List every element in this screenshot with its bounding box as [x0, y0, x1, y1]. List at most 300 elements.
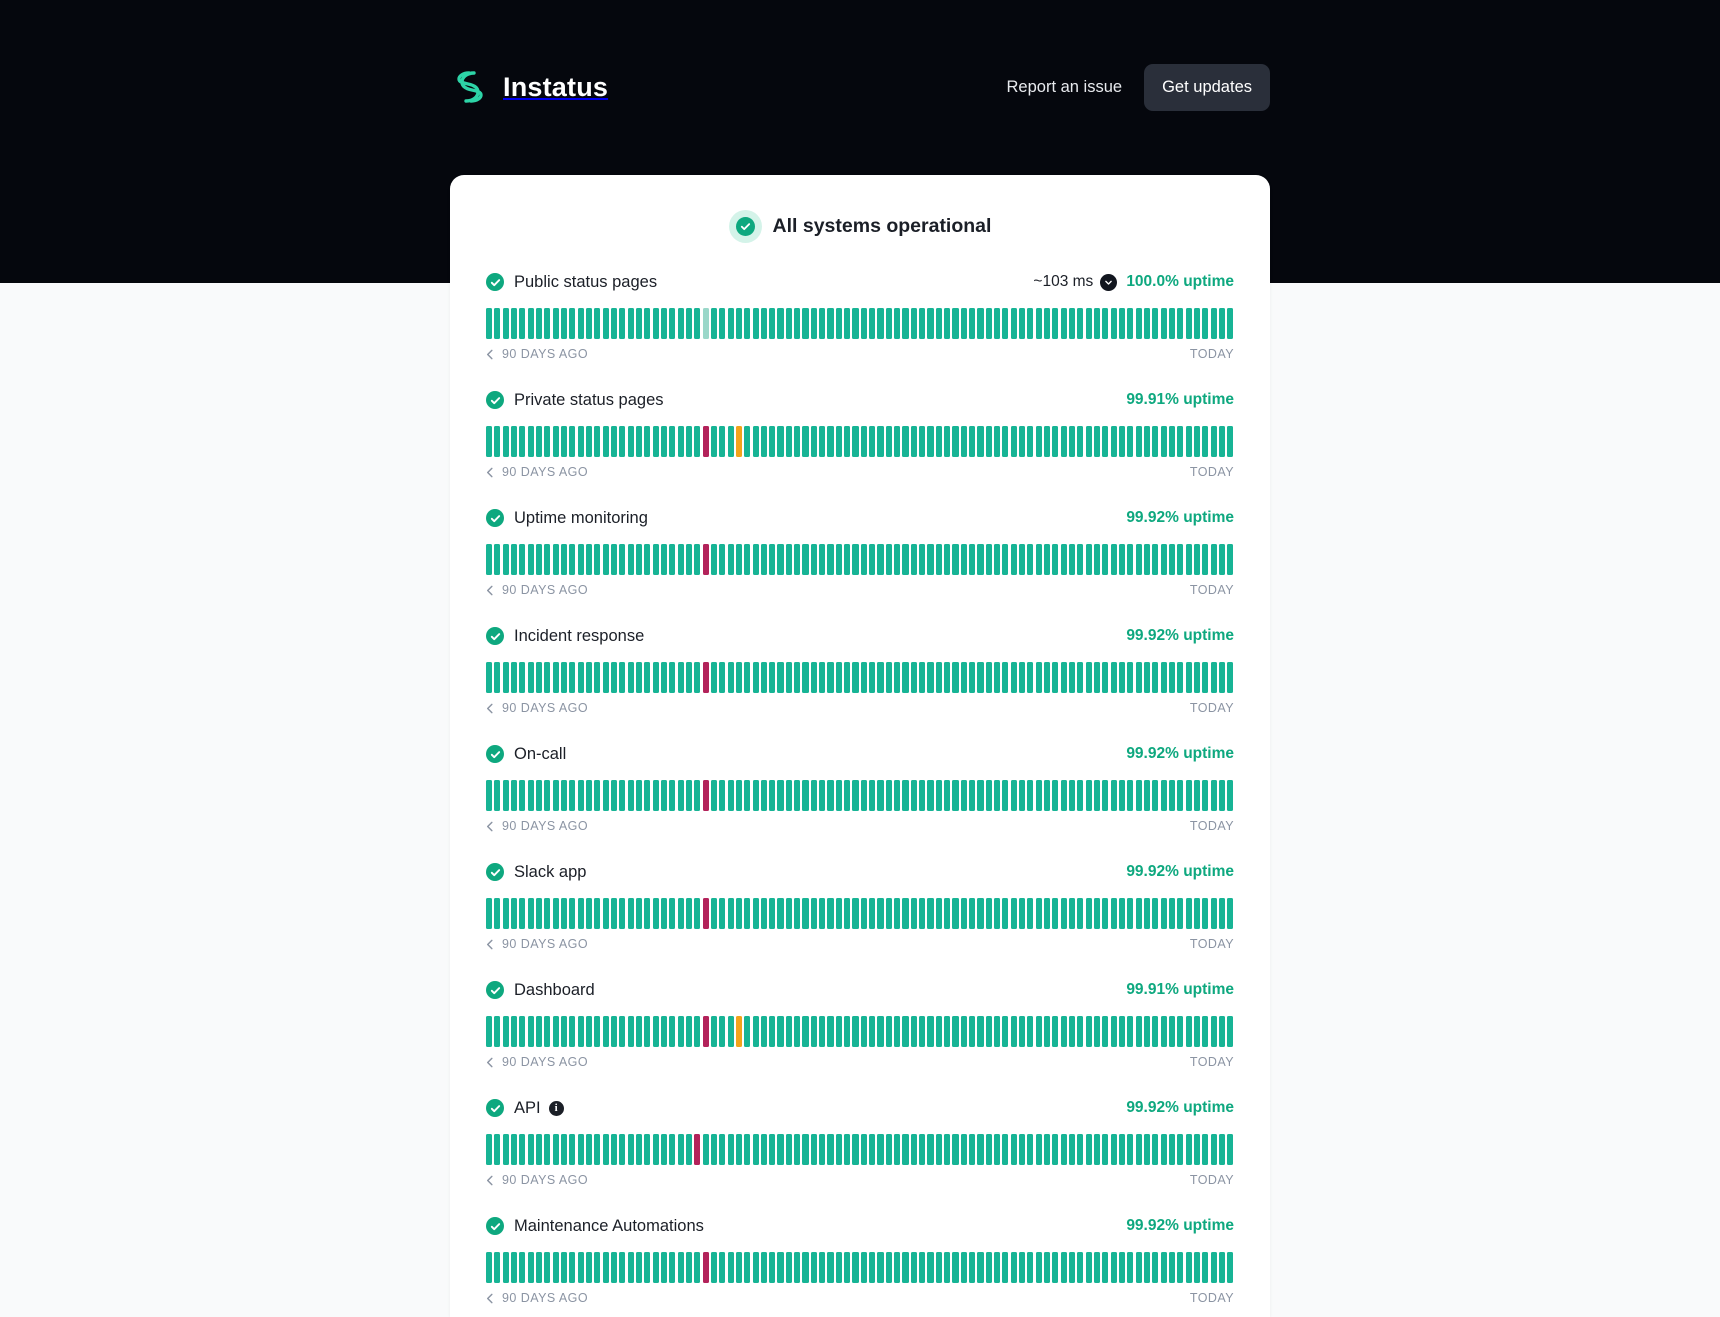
uptime-bar[interactable]	[836, 662, 842, 693]
uptime-bar[interactable]	[877, 1134, 883, 1165]
uptime-bar[interactable]	[986, 898, 992, 929]
uptime-bar[interactable]	[694, 1016, 700, 1047]
uptime-bar[interactable]	[494, 780, 500, 811]
uptime-bar[interactable]	[1202, 1016, 1208, 1047]
uptime-bar[interactable]	[1052, 308, 1058, 339]
uptime-bar[interactable]	[1069, 308, 1075, 339]
uptime-bar[interactable]	[1194, 1016, 1200, 1047]
uptime-bar[interactable]	[1211, 780, 1217, 811]
uptime-bar[interactable]	[861, 898, 867, 929]
uptime-bar[interactable]	[503, 1016, 509, 1047]
uptime-bar[interactable]	[1002, 544, 1008, 575]
uptime-bar[interactable]	[936, 544, 942, 575]
uptime-bar[interactable]	[686, 544, 692, 575]
uptime-bar[interactable]	[761, 1252, 767, 1283]
uptime-bar[interactable]	[1211, 662, 1217, 693]
uptime-bar[interactable]	[986, 1252, 992, 1283]
uptime-bar[interactable]	[961, 1252, 967, 1283]
uptime-bar[interactable]	[628, 662, 634, 693]
uptime-bar[interactable]	[802, 898, 808, 929]
uptime-bar[interactable]	[1127, 780, 1133, 811]
uptime-bar[interactable]	[802, 1016, 808, 1047]
uptime-bar[interactable]	[753, 1252, 759, 1283]
uptime-bar[interactable]	[844, 308, 850, 339]
uptime-bar[interactable]	[1169, 426, 1175, 457]
uptime-bar[interactable]	[869, 426, 875, 457]
uptime-bar[interactable]	[1102, 308, 1108, 339]
uptime-bar[interactable]	[844, 898, 850, 929]
uptime-bar[interactable]	[653, 426, 659, 457]
uptime-bar[interactable]	[769, 780, 775, 811]
uptime-bar[interactable]	[936, 308, 942, 339]
uptime-bar[interactable]	[519, 780, 525, 811]
uptime-bar[interactable]	[761, 780, 767, 811]
uptime-bar[interactable]	[694, 426, 700, 457]
uptime-bar[interactable]	[669, 544, 675, 575]
uptime-bar[interactable]	[711, 1134, 717, 1165]
uptime-bar[interactable]	[553, 898, 559, 929]
uptime-bar[interactable]	[528, 308, 534, 339]
uptime-bar[interactable]	[644, 662, 650, 693]
uptime-bar[interactable]	[511, 1252, 517, 1283]
uptime-bar[interactable]	[1111, 898, 1117, 929]
uptime-bar[interactable]	[619, 308, 625, 339]
uptime-bar[interactable]	[1144, 898, 1150, 929]
uptime-bar[interactable]	[827, 898, 833, 929]
uptime-bar[interactable]	[1077, 1016, 1083, 1047]
uptime-bar[interactable]	[919, 1252, 925, 1283]
uptime-bar[interactable]	[1052, 898, 1058, 929]
uptime-bar[interactable]	[1069, 1252, 1075, 1283]
uptime-bar[interactable]	[1186, 662, 1192, 693]
uptime-bar[interactable]	[1152, 308, 1158, 339]
uptime-bar[interactable]	[1144, 780, 1150, 811]
uptime-bar[interactable]	[628, 1252, 634, 1283]
uptime-bar[interactable]	[761, 544, 767, 575]
uptime-bar[interactable]	[986, 308, 992, 339]
uptime-bar[interactable]	[811, 898, 817, 929]
uptime-bar[interactable]	[869, 1016, 875, 1047]
uptime-bar[interactable]	[1219, 1134, 1225, 1165]
uptime-bar[interactable]	[894, 426, 900, 457]
brand-home-link[interactable]	[450, 67, 608, 107]
uptime-bar[interactable]	[678, 1134, 684, 1165]
legend-start[interactable]	[486, 1173, 588, 1187]
uptime-bar[interactable]	[877, 308, 883, 339]
legend-start[interactable]	[486, 701, 588, 715]
uptime-bar[interactable]	[952, 780, 958, 811]
uptime-bar[interactable]	[753, 1016, 759, 1047]
uptime-bar[interactable]	[644, 1252, 650, 1283]
uptime-bar[interactable]	[669, 780, 675, 811]
uptime-bar[interactable]	[1202, 426, 1208, 457]
uptime-bar[interactable]	[553, 662, 559, 693]
uptime-bar[interactable]	[1086, 544, 1092, 575]
uptime-bar[interactable]	[777, 426, 783, 457]
uptime-bar[interactable]	[1161, 544, 1167, 575]
uptime-bar[interactable]	[594, 308, 600, 339]
uptime-bar[interactable]	[952, 1252, 958, 1283]
uptime-bar[interactable]	[644, 898, 650, 929]
uptime-bar[interactable]	[777, 662, 783, 693]
uptime-bar[interactable]	[1202, 544, 1208, 575]
uptime-bar[interactable]	[777, 544, 783, 575]
uptime-bar[interactable]	[761, 1134, 767, 1165]
uptime-bar[interactable]	[769, 662, 775, 693]
uptime-bar[interactable]	[678, 426, 684, 457]
uptime-bar[interactable]	[911, 898, 917, 929]
uptime-bar[interactable]	[936, 780, 942, 811]
uptime-bar[interactable]	[1211, 1252, 1217, 1283]
uptime-bar[interactable]	[519, 1134, 525, 1165]
uptime-bar[interactable]	[952, 1016, 958, 1047]
uptime-bar[interactable]	[994, 1252, 1000, 1283]
uptime-bar[interactable]	[1177, 1252, 1183, 1283]
uptime-bar[interactable]	[694, 1252, 700, 1283]
uptime-bar[interactable]	[994, 1134, 1000, 1165]
uptime-bar[interactable]	[794, 780, 800, 811]
uptime-bar[interactable]	[569, 780, 575, 811]
uptime-bar[interactable]	[1061, 780, 1067, 811]
uptime-bar[interactable]	[919, 898, 925, 929]
uptime-bar[interactable]	[569, 662, 575, 693]
uptime-bar[interactable]	[1086, 662, 1092, 693]
uptime-bar[interactable]	[952, 426, 958, 457]
uptime-bar[interactable]	[561, 662, 567, 693]
uptime-bar[interactable]	[919, 1134, 925, 1165]
uptime-bar[interactable]	[977, 308, 983, 339]
uptime-bar[interactable]	[927, 426, 933, 457]
uptime-bar[interactable]	[1161, 898, 1167, 929]
uptime-bar[interactable]	[636, 1016, 642, 1047]
uptime-bar[interactable]	[844, 780, 850, 811]
uptime-bar[interactable]	[1194, 426, 1200, 457]
uptime-bar[interactable]	[819, 1134, 825, 1165]
uptime-bar[interactable]	[494, 1016, 500, 1047]
uptime-bar[interactable]	[586, 898, 592, 929]
uptime-bar[interactable]	[1086, 1252, 1092, 1283]
uptime-bar[interactable]	[519, 1252, 525, 1283]
uptime-bar[interactable]	[1111, 1016, 1117, 1047]
uptime-bar[interactable]	[1119, 308, 1125, 339]
uptime-bar[interactable]	[653, 1252, 659, 1283]
uptime-bar[interactable]	[944, 1134, 950, 1165]
uptime-bar[interactable]	[819, 1016, 825, 1047]
uptime-bar[interactable]	[1169, 308, 1175, 339]
uptime-bar[interactable]	[711, 1252, 717, 1283]
uptime-bar[interactable]	[844, 1016, 850, 1047]
uptime-bar[interactable]	[1127, 1252, 1133, 1283]
uptime-bar[interactable]	[886, 1016, 892, 1047]
uptime-bar[interactable]	[1227, 1016, 1233, 1047]
uptime-bar[interactable]	[511, 544, 517, 575]
uptime-bar[interactable]	[661, 780, 667, 811]
uptime-bar[interactable]	[1069, 662, 1075, 693]
uptime-bar[interactable]	[1211, 1016, 1217, 1047]
uptime-bar[interactable]	[678, 308, 684, 339]
uptime-bar[interactable]	[1169, 1252, 1175, 1283]
uptime-bar[interactable]	[486, 1134, 492, 1165]
uptime-bar[interactable]	[586, 1252, 592, 1283]
uptime-bar[interactable]	[1186, 426, 1192, 457]
uptime-bar[interactable]	[536, 1016, 542, 1047]
uptime-bar[interactable]	[1177, 426, 1183, 457]
uptime-bar[interactable]	[802, 308, 808, 339]
uptime-bar[interactable]	[1186, 1016, 1192, 1047]
uptime-bar[interactable]	[753, 780, 759, 811]
uptime-bar[interactable]	[1086, 898, 1092, 929]
uptime-bar[interactable]	[678, 544, 684, 575]
uptime-bar[interactable]	[486, 780, 492, 811]
uptime-bar[interactable]	[653, 780, 659, 811]
uptime-bar[interactable]	[936, 1134, 942, 1165]
uptime-bar[interactable]	[994, 662, 1000, 693]
uptime-bar[interactable]	[594, 1134, 600, 1165]
uptime-bar[interactable]	[1086, 426, 1092, 457]
uptime-bar[interactable]	[744, 544, 750, 575]
uptime-bar[interactable]	[1111, 308, 1117, 339]
uptime-bar[interactable]	[852, 308, 858, 339]
uptime-bar[interactable]	[603, 308, 609, 339]
uptime-bar[interactable]	[886, 426, 892, 457]
uptime-bar[interactable]	[753, 426, 759, 457]
uptime-bar[interactable]	[1202, 898, 1208, 929]
uptime-bar[interactable]	[836, 898, 842, 929]
uptime-bar[interactable]	[1061, 898, 1067, 929]
uptime-bar[interactable]	[1077, 308, 1083, 339]
uptime-bar[interactable]	[711, 308, 717, 339]
uptime-bar[interactable]	[827, 780, 833, 811]
uptime-bar[interactable]	[686, 1252, 692, 1283]
uptime-bar[interactable]	[686, 1016, 692, 1047]
uptime-bar[interactable]	[519, 308, 525, 339]
uptime-bar[interactable]	[1161, 1252, 1167, 1283]
uptime-bar[interactable]	[1069, 426, 1075, 457]
legend-start[interactable]	[486, 819, 588, 833]
uptime-bar[interactable]	[578, 308, 584, 339]
uptime-bar[interactable]	[836, 426, 842, 457]
uptime-bar[interactable]	[861, 1134, 867, 1165]
uptime-bar[interactable]	[503, 1252, 509, 1283]
uptime-bar[interactable]	[902, 662, 908, 693]
uptime-bar[interactable]	[1069, 544, 1075, 575]
uptime-bar[interactable]	[594, 1252, 600, 1283]
uptime-bar[interactable]	[894, 1016, 900, 1047]
uptime-bar[interactable]	[694, 662, 700, 693]
uptime-bar[interactable]	[619, 898, 625, 929]
uptime-bar[interactable]	[686, 780, 692, 811]
uptime-bar[interactable]	[1161, 780, 1167, 811]
legend-start[interactable]	[486, 1291, 588, 1305]
uptime-bar[interactable]	[536, 308, 542, 339]
uptime-bar[interactable]	[1186, 1252, 1192, 1283]
uptime-bar[interactable]	[586, 662, 592, 693]
uptime-bar[interactable]	[644, 426, 650, 457]
uptime-bar[interactable]	[528, 1016, 534, 1047]
uptime-bar[interactable]	[536, 1252, 542, 1283]
uptime-bar[interactable]	[1194, 544, 1200, 575]
uptime-bar[interactable]	[644, 780, 650, 811]
uptime-bar[interactable]	[544, 780, 550, 811]
uptime-bar[interactable]	[1144, 308, 1150, 339]
uptime-bar[interactable]	[594, 780, 600, 811]
uptime-bar[interactable]	[486, 1016, 492, 1047]
uptime-bar[interactable]	[603, 662, 609, 693]
uptime-bar[interactable]	[1177, 1134, 1183, 1165]
uptime-bar[interactable]	[919, 662, 925, 693]
uptime-bar[interactable]	[1144, 544, 1150, 575]
uptime-bar[interactable]	[1219, 426, 1225, 457]
uptime-bar[interactable]	[1211, 1134, 1217, 1165]
uptime-bar[interactable]	[1044, 1134, 1050, 1165]
uptime-bar[interactable]	[944, 780, 950, 811]
uptime-bar[interactable]	[494, 544, 500, 575]
uptime-bar[interactable]	[528, 1252, 534, 1283]
uptime-bar[interactable]	[794, 1134, 800, 1165]
uptime-bar[interactable]	[653, 1134, 659, 1165]
uptime-bar[interactable]	[836, 1134, 842, 1165]
uptime-bar[interactable]	[553, 780, 559, 811]
uptime-bar[interactable]	[986, 1134, 992, 1165]
uptime-bar[interactable]	[628, 780, 634, 811]
uptime-bar[interactable]	[1177, 544, 1183, 575]
uptime-bar[interactable]	[686, 1134, 692, 1165]
uptime-bar[interactable]	[1036, 1016, 1042, 1047]
uptime-bar[interactable]	[744, 1134, 750, 1165]
uptime-bar[interactable]	[1011, 780, 1017, 811]
uptime-bar[interactable]	[1069, 1016, 1075, 1047]
uptime-bar[interactable]	[944, 308, 950, 339]
uptime-bar[interactable]	[736, 1016, 742, 1047]
uptime-bar[interactable]	[661, 1252, 667, 1283]
uptime-bar[interactable]	[769, 426, 775, 457]
uptime-bar[interactable]	[777, 898, 783, 929]
uptime-bar[interactable]	[603, 1134, 609, 1165]
uptime-bar[interactable]	[861, 1016, 867, 1047]
uptime-bar[interactable]	[986, 780, 992, 811]
uptime-bar[interactable]	[511, 898, 517, 929]
uptime-bar[interactable]	[1044, 1016, 1050, 1047]
uptime-bar[interactable]	[1094, 1252, 1100, 1283]
uptime-bar[interactable]	[761, 308, 767, 339]
uptime-bar[interactable]	[1152, 1252, 1158, 1283]
uptime-bar[interactable]	[1077, 662, 1083, 693]
uptime-bar[interactable]	[1102, 1252, 1108, 1283]
uptime-bar[interactable]	[1027, 544, 1033, 575]
uptime-bar[interactable]	[494, 662, 500, 693]
uptime-bar[interactable]	[678, 898, 684, 929]
uptime-bar[interactable]	[819, 426, 825, 457]
uptime-bar[interactable]	[1152, 780, 1158, 811]
uptime-bar[interactable]	[1011, 1134, 1017, 1165]
uptime-bar[interactable]	[852, 662, 858, 693]
uptime-bar[interactable]	[869, 308, 875, 339]
uptime-bar[interactable]	[1144, 426, 1150, 457]
uptime-bar[interactable]	[661, 308, 667, 339]
uptime-bar[interactable]	[827, 662, 833, 693]
uptime-bar[interactable]	[1144, 1016, 1150, 1047]
uptime-bar[interactable]	[544, 1134, 550, 1165]
uptime-bar[interactable]	[844, 1134, 850, 1165]
uptime-bar[interactable]	[994, 544, 1000, 575]
uptime-bar[interactable]	[1161, 1134, 1167, 1165]
uptime-bar[interactable]	[911, 662, 917, 693]
uptime-bar[interactable]	[919, 308, 925, 339]
uptime-bar[interactable]	[919, 426, 925, 457]
uptime-bar[interactable]	[1194, 1252, 1200, 1283]
uptime-bar[interactable]	[628, 544, 634, 575]
uptime-bar[interactable]	[952, 1134, 958, 1165]
uptime-bar[interactable]	[1169, 1134, 1175, 1165]
uptime-bar[interactable]	[736, 426, 742, 457]
legend-start[interactable]	[486, 347, 588, 361]
uptime-bar[interactable]	[511, 1134, 517, 1165]
uptime-bar[interactable]	[519, 544, 525, 575]
uptime-bar[interactable]	[503, 544, 509, 575]
uptime-bar[interactable]	[977, 544, 983, 575]
uptime-bar[interactable]	[611, 662, 617, 693]
uptime-bar[interactable]	[1136, 1134, 1142, 1165]
get-updates-button[interactable]: Get updates	[1144, 64, 1270, 111]
uptime-bar[interactable]	[619, 1134, 625, 1165]
uptime-bar[interactable]	[1094, 780, 1100, 811]
uptime-bar[interactable]	[1136, 544, 1142, 575]
uptime-bar[interactable]	[1044, 662, 1050, 693]
uptime-bar[interactable]	[736, 308, 742, 339]
uptime-bar[interactable]	[744, 1016, 750, 1047]
uptime-bar[interactable]	[902, 780, 908, 811]
uptime-bar[interactable]	[786, 1134, 792, 1165]
uptime-bar[interactable]	[1127, 308, 1133, 339]
uptime-bar[interactable]	[969, 544, 975, 575]
uptime-bar[interactable]	[619, 544, 625, 575]
uptime-bar[interactable]	[1144, 1134, 1150, 1165]
uptime-bar[interactable]	[661, 1016, 667, 1047]
uptime-bar[interactable]	[1044, 898, 1050, 929]
uptime-bar[interactable]	[1036, 780, 1042, 811]
uptime-bar[interactable]	[703, 544, 709, 575]
uptime-bar[interactable]	[1061, 426, 1067, 457]
uptime-bar[interactable]	[1102, 1134, 1108, 1165]
uptime-bar[interactable]	[1136, 898, 1142, 929]
uptime-bar[interactable]	[1077, 426, 1083, 457]
uptime-bar[interactable]	[1119, 544, 1125, 575]
uptime-bar[interactable]	[744, 780, 750, 811]
uptime-bar[interactable]	[819, 780, 825, 811]
uptime-bar[interactable]	[1202, 308, 1208, 339]
uptime-bar[interactable]	[494, 426, 500, 457]
uptime-bar[interactable]	[619, 780, 625, 811]
uptime-bar[interactable]	[902, 1016, 908, 1047]
uptime-bar[interactable]	[1011, 662, 1017, 693]
uptime-bar[interactable]	[619, 662, 625, 693]
uptime-bar[interactable]	[861, 780, 867, 811]
uptime-bar[interactable]	[719, 1016, 725, 1047]
uptime-bar[interactable]	[494, 898, 500, 929]
uptime-bar[interactable]	[819, 1252, 825, 1283]
uptime-bar[interactable]	[802, 544, 808, 575]
uptime-bar[interactable]	[811, 1016, 817, 1047]
uptime-bar[interactable]	[719, 544, 725, 575]
uptime-bar[interactable]	[611, 426, 617, 457]
uptime-bar[interactable]	[877, 1252, 883, 1283]
uptime-bar[interactable]	[578, 426, 584, 457]
uptime-bar[interactable]	[1061, 544, 1067, 575]
uptime-bar[interactable]	[902, 426, 908, 457]
uptime-bar[interactable]	[719, 898, 725, 929]
legend-start[interactable]	[486, 583, 588, 597]
uptime-bar[interactable]	[961, 898, 967, 929]
